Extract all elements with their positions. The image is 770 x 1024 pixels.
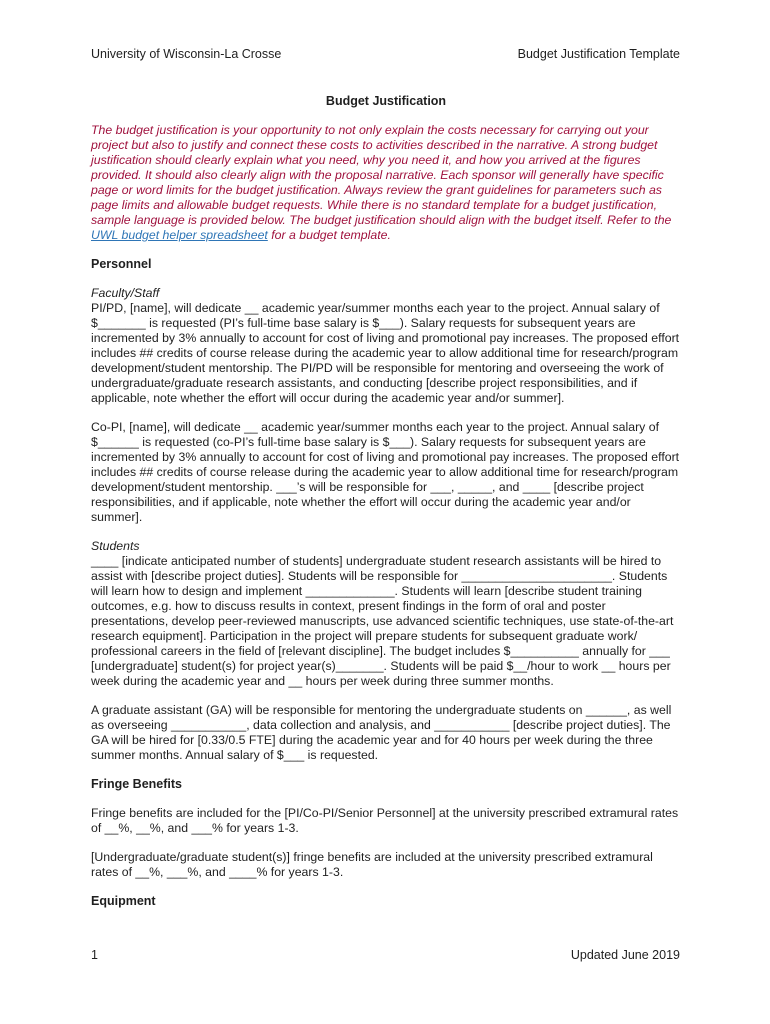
fringe-paragraph-1: Fringe benefits are included for the [PI/Co-PI/Senior Personnel] at the university prescribed extramural rates of __%, __%, and ___% for years 1-3.	[91, 806, 679, 835]
budget-helper-link[interactable]: UWL budget helper spreadsheet	[91, 228, 268, 242]
students-paragraph: ____ [indicate anticipated number of students] undergraduate student research assistants will be hired to assist with [describe project duties]. Students will be responsible for ______________________. Students will learn how to design and implement _____________. Students will learn [describe student training outcomes, e.g. how to discuss results in context, present findings in the form of oral and poster presentations, develop peer-reviewed manuscripts, use advanced scientific techniques, use state-of-the-art research equipment]. Participation in the project will prepare students for subsequent graduate work/ professional careers in the field of [relevant discipline]. The budget includes $__________ annually for ___ [undergraduate] student(s) for project year(s)_______. Students will be paid $__/hour to work __ hours per week during the academic year and __ hours per week during three summer months.	[91, 554, 674, 688]
copi-paragraph: Co-PI, [name], will dedicate __ academic year/summer months each year to the project. Annual salary of $______ is requested (co-PI’s full-time base salary is $___). Salary requests for subsequent years are incremented by 3% annually to account for cost of living and promotional pay increases. The proposed effort includes ## credits of course release during the academic year to allow additional time for research/program development/student mentorship. ___’s will be responsible for ___, _____, and ____ [describe project responsibilities, and if applicable, note whether the effort will occur during the academic year and/or summer].	[91, 420, 680, 524]
personnel-heading: Personnel	[91, 257, 152, 271]
header-document-title: Budget Justification Template	[517, 47, 680, 61]
intro-text-end: for a budget template.	[267, 228, 391, 242]
intro-text: The budget justification is your opportunity to not only explain the costs necessary for carrying out your project but also to justify and connect these costs to activities described in the narrative. A strong budget justification should clearly explain what you need, why you need it, and how you arrived at the figures provided. It should also clearly align with the proposal narrative. Each sponsor will generally have specific page or word limits for the budget justification. Always review the grant guidelines for parameters such as page limits and allowable budget requests. While there is no standard template for a budget justification, sample language is provided below. The budget justification should align with the budget itself. Refer to the	[91, 123, 672, 227]
header-institution: University of Wisconsin-La Crosse	[91, 47, 282, 61]
fringe-paragraph-2: [Undergraduate/graduate student(s)] fringe benefits are included at the university prescribed extramural rates of __%, ___%, and ____% for years 1-3.	[91, 850, 653, 879]
document-body	[91, 94, 681, 923]
students-subheading: Students	[91, 539, 140, 553]
ga-paragraph: A graduate assistant (GA) will be responsible for mentoring the undergraduate students on ______, as well as overseeing ___________, data collection and analysis, and ___________ [describe project duties]. The GA will be hired for [0.33/0.5 FTE] during the academic year and for 40 hours per week during the three summer months. Annual salary of $___ is requested.	[91, 703, 672, 762]
fringe-heading: Fringe Benefits	[91, 777, 182, 791]
intro-paragraph	[91, 123, 681, 243]
pi-paragraph: PI/PD, [name], will dedicate __ academic year/summer months each year to the project. Annual salary of $_______ is requested (PI’s full-time base salary is $___). Salary requests for subsequent years are incremented by 3% annually to account for cost of living and promotional pay increases. The proposed effort includes ## credits of course release during the academic year to allow additional time for research/program development/student mentorship. The PI/PD will be responsible for mentoring and overseeing the work of undergraduate/graduate research assistants, and conducting [describe project responsibilities, and if applicable, note whether the effort will occur during the academic year and/or summer].	[91, 301, 680, 405]
faculty-subheading: Faculty/Staff	[91, 286, 160, 300]
footer-updated: Updated June 2019	[570, 948, 680, 962]
page-title: Budget Justification	[325, 94, 447, 108]
equipment-heading: Equipment	[91, 894, 156, 908]
page-number: 1	[91, 948, 98, 962]
